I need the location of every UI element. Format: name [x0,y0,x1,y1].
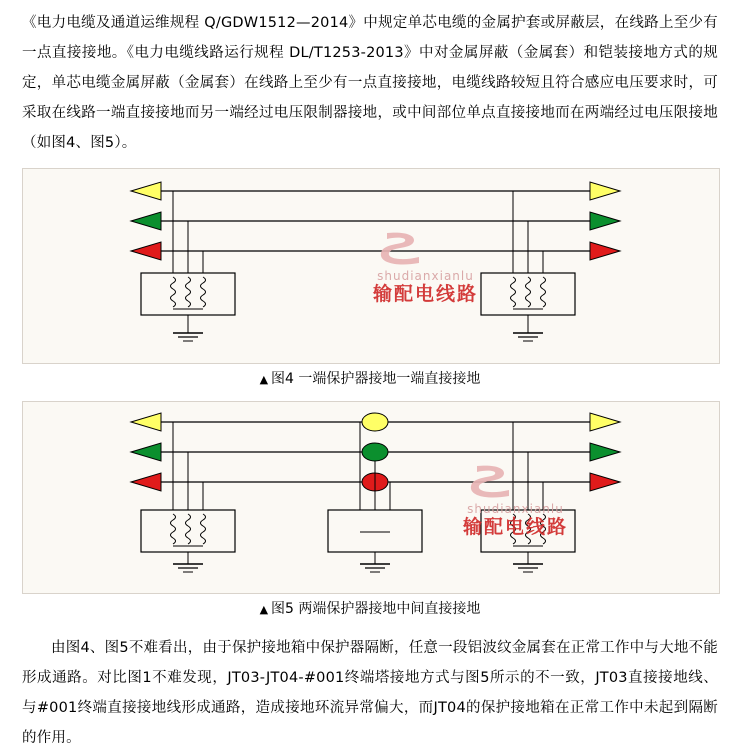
red-arrow-right [590,242,620,260]
yellow-arrow-right [590,182,620,200]
figure-4-diagram [23,169,719,363]
green-joint [362,443,388,461]
green-arrow-left [131,212,161,230]
figure-5-caption [22,594,718,625]
figure-4-caption [22,364,718,395]
watermark-brand: 输配电线路 [463,516,569,538]
figure-5-diagram [23,402,719,593]
yellow-arrow-right [590,413,620,431]
green-arrow-right [590,443,620,461]
figure-5-caption-text: 图5 两端保护器接地中间直接接地 [271,601,481,617]
paragraph-bottom: 由图4、图5不难看出，由于保护接地箱中保护器隔断，任意一段铝波纹金属套在正常工作中与大地不能形成通路。对比图1不难发现，JT03-JT04-#001终端塔接地方式与图5所示的不一致，JT03直接接地线、与#001终端直接接地线形成通路，造成接地环流异常偏大，而JT04的保护接地箱在正常工作中未起到隔断的作用。 [22,640,718,746]
caption-marker-icon: ▲ [259,603,269,616]
paragraph-top: 《电力电缆及通道运维规程 Q/GDW1512—2014》中规定单芯电缆的金属护套或屏蔽层，在线路上至少有一点直接接地。《电力电缆线路运行规程 DL/T1253-2013》中对金属屏蔽（金属套）和铠装接地方式的规定，单芯电缆金属屏蔽（金属套）在线路上至少有一点直接接地，电缆线路较短且符合感应电压要求时，可采取在线路一端直接接地而另一端经过电压限制器接地，或中间部位单点直接接地而在两端经过电压限接地（如图4、图5）。 [22,15,718,151]
yellow-arrow-left [131,182,161,200]
green-arrow-right [590,212,620,230]
red-arrow-left [131,473,161,491]
red-arrow-right [590,473,620,491]
caption-marker-icon: ▲ [259,373,269,386]
red-arrow-left [131,242,161,260]
yellow-arrow-left [131,413,161,431]
figure-5 [22,401,720,594]
watermark-pinyin: shudianxianlu [377,269,474,283]
watermark-pinyin: shudianxianlu [467,502,564,516]
figure-4-caption-text: 图4 一端保护器接地一端直接接地 [271,371,481,387]
green-arrow-left [131,443,161,461]
yellow-joint [362,413,388,431]
watermark-brand: 输配电线路 [373,283,479,305]
figure-4 [22,168,720,364]
direct-ground-box-middle [328,510,422,552]
